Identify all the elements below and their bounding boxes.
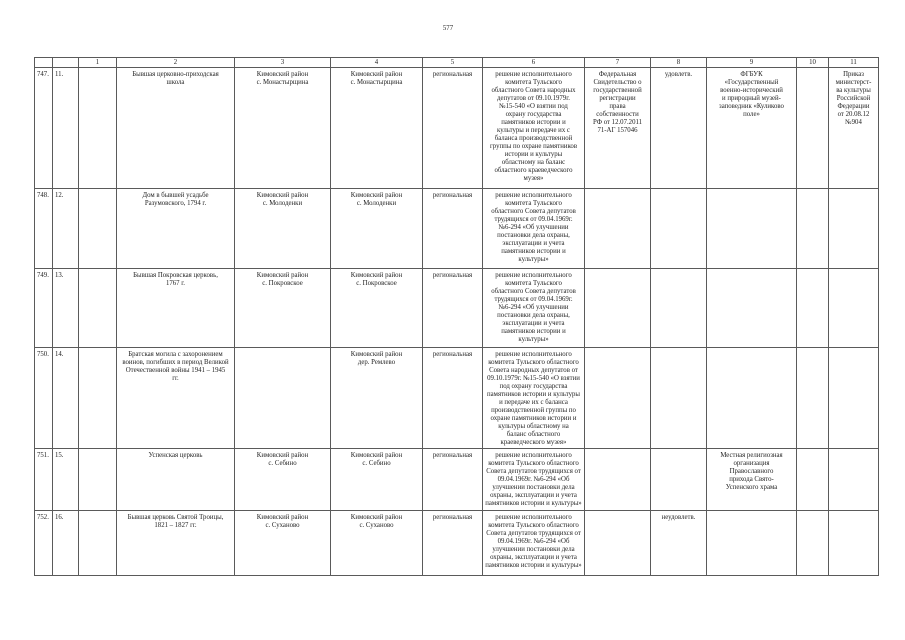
location: Кимовский район с. Покровское [235, 269, 331, 348]
record-number: 747. [35, 68, 53, 189]
empty-cell [707, 189, 797, 269]
column-header-7: 7 [585, 58, 651, 68]
condition: удовлетв. [651, 68, 707, 189]
object-name: Успенская церковь [117, 449, 235, 511]
significance-category: региональная [423, 189, 483, 269]
empty-cell [651, 348, 707, 449]
empty-cell [829, 269, 879, 348]
location: Кимовский район с. Монастырщина [235, 68, 331, 189]
empty-cell [585, 348, 651, 449]
object-name: Бывшая Покровская церковь, 1767 г. [117, 269, 235, 348]
sequence-number: 15. [53, 449, 79, 511]
column-header-10: 10 [797, 58, 829, 68]
empty-cell [585, 189, 651, 269]
location: Кимовский район с. Суханово [235, 511, 331, 576]
empty-cell [797, 511, 829, 576]
empty-cell [797, 449, 829, 511]
heritage-registry-table [34, 57, 879, 576]
table-row [35, 68, 879, 189]
object-name: Бывшая церковно-приходская школа [117, 68, 235, 189]
empty-cell [585, 449, 651, 511]
record-number: 748. [35, 189, 53, 269]
record-number: 751. [35, 449, 53, 511]
column-header-5: 5 [423, 58, 483, 68]
empty-cell [585, 269, 651, 348]
column-header-1: 1 [79, 58, 117, 68]
empty-cell [829, 189, 879, 269]
column-header-3: 3 [235, 58, 331, 68]
sequence-number: 13. [53, 269, 79, 348]
empty-cell [79, 269, 117, 348]
empty-cell [797, 68, 829, 189]
address: Кимовский район с. Молоденки [331, 189, 423, 269]
empty-header-cell [35, 58, 53, 68]
empty-cell [79, 68, 117, 189]
protection-decision: решение исполнительного комитета Тульского областного Совета народных депутатов от 09.10.1979г. №15-540 «О взятии под охрану государства памятников истории и культуры и передаче их с баланса производственной группы по охране памятников истории и культуры областному на баланс областного краеведческого музея» [483, 348, 585, 449]
column-header-8: 8 [651, 58, 707, 68]
empty-cell [707, 269, 797, 348]
empty-cell [707, 348, 797, 449]
empty-cell [797, 348, 829, 449]
column-header-2: 2 [117, 58, 235, 68]
empty-cell [235, 348, 331, 449]
protection-decision: решение исполнительного комитета Тульского областного Совета депутатов трудящихся от 09.04.1969г. №6-294 «Об улучшении постановки дела охраны, эксплуатации и учета памятников истории и культуры» [483, 511, 585, 576]
sequence-number: 14. [53, 348, 79, 449]
column-header-4: 4 [331, 58, 423, 68]
user-organization: ФГБУК «Государственный военно-исторический и природный музей- заповедник «Куликово поле» [707, 68, 797, 189]
table-row [35, 189, 879, 269]
protection-decision: решение исполнительного комитета Тульского областного Совета народных депутатов от 09.10.1979г. №15-540 «О взятии под охрану государства памятников истории и культуры и передаче их с баланса производственной группы по охране памятников истории и культуры областному на баланс областного краеведческого музея» [483, 68, 585, 189]
empty-cell [651, 449, 707, 511]
address: Кимовский район с. Себино [331, 449, 423, 511]
significance-category: региональная [423, 269, 483, 348]
empty-cell [797, 269, 829, 348]
object-name: Бывшая церковь Святой Троицы, 1821 – 1827 гг. [117, 511, 235, 576]
order-document: Приказ министерст- ва культуры Российской Федерации от 20.08.12 №904 [829, 68, 879, 189]
empty-cell [651, 269, 707, 348]
sequence-number: 11. [53, 68, 79, 189]
significance-category: региональная [423, 511, 483, 576]
empty-cell [79, 511, 117, 576]
column-header-6: 6 [483, 58, 585, 68]
address: Кимовский район дер. Ремлево [331, 348, 423, 449]
object-name: Братская могила с захоронением воинов, погибших в период Великой Отечественной войны 1941 – 1945 гг. [117, 348, 235, 449]
significance-category: региональная [423, 449, 483, 511]
empty-cell [585, 511, 651, 576]
location: Кимовский район с. Молоденки [235, 189, 331, 269]
empty-cell [829, 348, 879, 449]
sequence-number: 12. [53, 189, 79, 269]
record-number: 750. [35, 348, 53, 449]
table-row [35, 449, 879, 511]
protection-decision: решение исполнительного комитета Тульского областного Совета депутатов трудящихся от 09.04.1969г. №6-294 «Об улучшении постановки дела охраны, эксплуатации и учета памятников истории и культуры» [483, 269, 585, 348]
condition: неудовлетв. [651, 511, 707, 576]
record-number: 749. [35, 269, 53, 348]
empty-cell [707, 511, 797, 576]
table-row [35, 269, 879, 348]
location: Кимовский район с. Себино [235, 449, 331, 511]
column-header-11: 11 [829, 58, 879, 68]
record-number: 752. [35, 511, 53, 576]
protection-decision: решение исполнительного комитета Тульского областного Совета депутатов трудящихся от 09.04.1969г. №6-294 «Об улучшении постановки дела охраны, эксплуатации и учета памятников истории и культуры» [483, 449, 585, 511]
header-row [35, 58, 879, 68]
empty-cell [829, 511, 879, 576]
empty-cell [651, 189, 707, 269]
user-organization: Местная религиозная организация Православного прихода Свято- Успенского храма [707, 449, 797, 511]
address: Кимовский район с. Суханово [331, 511, 423, 576]
empty-cell [797, 189, 829, 269]
table-row [35, 511, 879, 576]
sequence-number: 16. [53, 511, 79, 576]
empty-cell [79, 348, 117, 449]
empty-cell [79, 189, 117, 269]
empty-cell [829, 449, 879, 511]
page-number: 577 [442, 25, 454, 32]
table-row [35, 348, 879, 449]
object-name: Дом в бывшей усадьбе Разумовского, 1794 г. [117, 189, 235, 269]
address: Кимовский район с. Покровское [331, 269, 423, 348]
ownership-document: Федеральная Свидетельство о государственной регистрации права собственности РФ от 12.07.2011 71-АГ 157046 [585, 68, 651, 189]
empty-cell [79, 449, 117, 511]
column-header-9: 9 [707, 58, 797, 68]
protection-decision: решение исполнительного комитета Тульского областного Совета депутатов трудящихся от 09.04.1969г. №6-294 «Об улучшении постановки дела охраны, эксплуатации и учета памятников истории и культуры» [483, 189, 585, 269]
significance-category: региональная [423, 68, 483, 189]
significance-category: региональная [423, 348, 483, 449]
empty-header-cell [53, 58, 79, 68]
address: Кимовский район с. Монастырщина [331, 68, 423, 189]
